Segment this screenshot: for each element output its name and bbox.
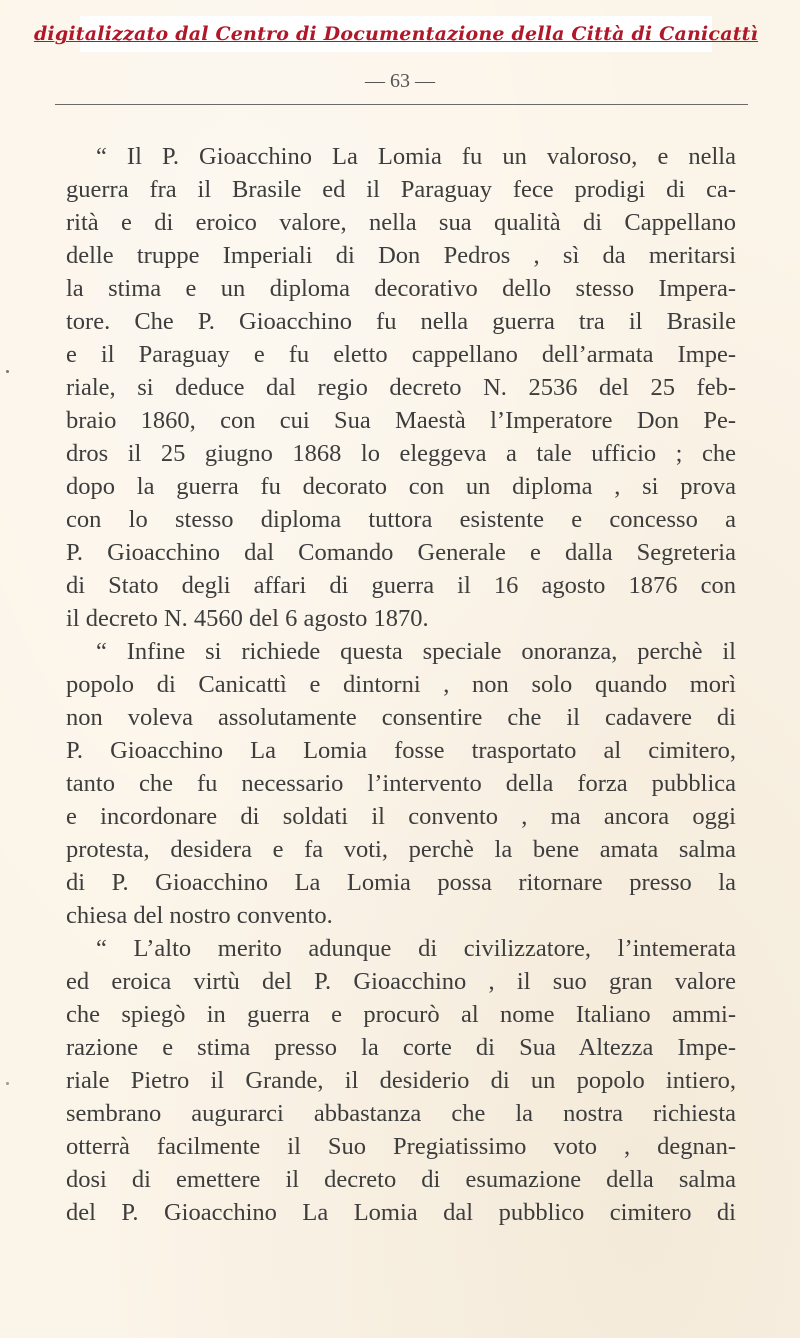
page-number: — 63 — — [365, 70, 435, 92]
text-line: delle truppe Imperiali di Don Pedros , sì da meritarsi — [66, 242, 736, 269]
text-line: che spiegò in guerra e procurò al nome Italiano ammi- — [66, 1001, 736, 1028]
text-line: dros il 25 giugno 1868 lo eleggeva a tale ufficio ; che — [66, 440, 736, 467]
text-line: rità e di eroico valore, nella sua qualità di Cappellano — [66, 209, 736, 236]
text-line: riale Pietro il Grande, il desiderio di un popolo intiero, — [66, 1067, 736, 1094]
header-rule — [55, 104, 748, 105]
text-line: razione e stima presso la corte di Sua Altezza Impe- — [66, 1034, 736, 1061]
text-line: riale, si deduce dal regio decreto N. 2536 del 25 feb- — [66, 374, 736, 401]
paper-speck — [6, 1082, 9, 1085]
text-line: di Stato degli affari di guerra il 16 agosto 1876 con — [66, 572, 736, 599]
text-line: del P. Gioacchino La Lomia dal pubblico cimitero di — [66, 1199, 736, 1226]
text-line: “ Infine si richiede questa speciale onoranza, perchè il — [96, 638, 736, 665]
digitization-watermark — [33, 16, 759, 52]
text-line: braio 1860, con cui Sua Maestà l’Imperatore Don Pe- — [66, 407, 736, 434]
text-line: otterrà facilmente il Suo Pregiatissimo voto , degnan- — [66, 1133, 736, 1160]
text-line: e il Paraguay e fu eletto cappellano dell’armata Impe- — [66, 341, 736, 368]
text-line: dopo la guerra fu decorato con un diploma , si prova — [66, 473, 736, 500]
text-line: ed eroica virtù del P. Gioacchino , il suo gran valore — [66, 968, 736, 995]
watermark-text: digitalizzato dal Centro di Documentazione della Città di Canicattì — [33, 23, 759, 45]
text-line: “ L’alto merito adunque di civilizzatore, l’intemerata — [96, 935, 736, 962]
text-line: P. Gioacchino dal Comando Generale e dalla Segreteria — [66, 539, 736, 566]
text-line: tore. Che P. Gioacchino fu nella guerra tra il Brasile — [66, 308, 736, 335]
text-line: il decreto N. 4560 del 6 agosto 1870. — [66, 605, 429, 632]
text-line: chiesa del nostro convento. — [66, 902, 333, 929]
text-line: tanto che fu necessario l’intervento della forza pubblica — [66, 770, 736, 797]
text-line: con lo stesso diploma tuttora esistente e concesso a — [66, 506, 736, 533]
text-line: la stima e un diploma decorativo dello stesso Impera- — [66, 275, 736, 302]
text-line: guerra fra il Brasile ed il Paraguay fece prodigi di ca- — [66, 176, 736, 203]
text-line: P. Gioacchino La Lomia fosse trasportato al cimitero, — [66, 737, 736, 764]
text-line: di P. Gioacchino La Lomia possa ritornare presso la — [66, 869, 736, 896]
text-line: popolo di Canicattì e dintorni , non solo quando morì — [66, 671, 736, 698]
body-text — [66, 140, 736, 1229]
text-line: sembrano augurarci abbastanza che la nostra richiesta — [66, 1100, 736, 1127]
text-line: dosi di emettere il decreto di esumazione della salma — [66, 1166, 736, 1193]
text-line: protesta, desidera e fa voti, perchè la bene amata salma — [66, 836, 736, 863]
text-line: non voleva assolutamente consentire che il cadavere di — [66, 704, 736, 731]
paper-speck — [6, 370, 9, 373]
text-line: “ Il P. Gioacchino La Lomia fu un valoroso, e nella — [96, 143, 736, 170]
text-line: e incordonare di soldati il convento , ma ancora oggi — [66, 803, 736, 830]
